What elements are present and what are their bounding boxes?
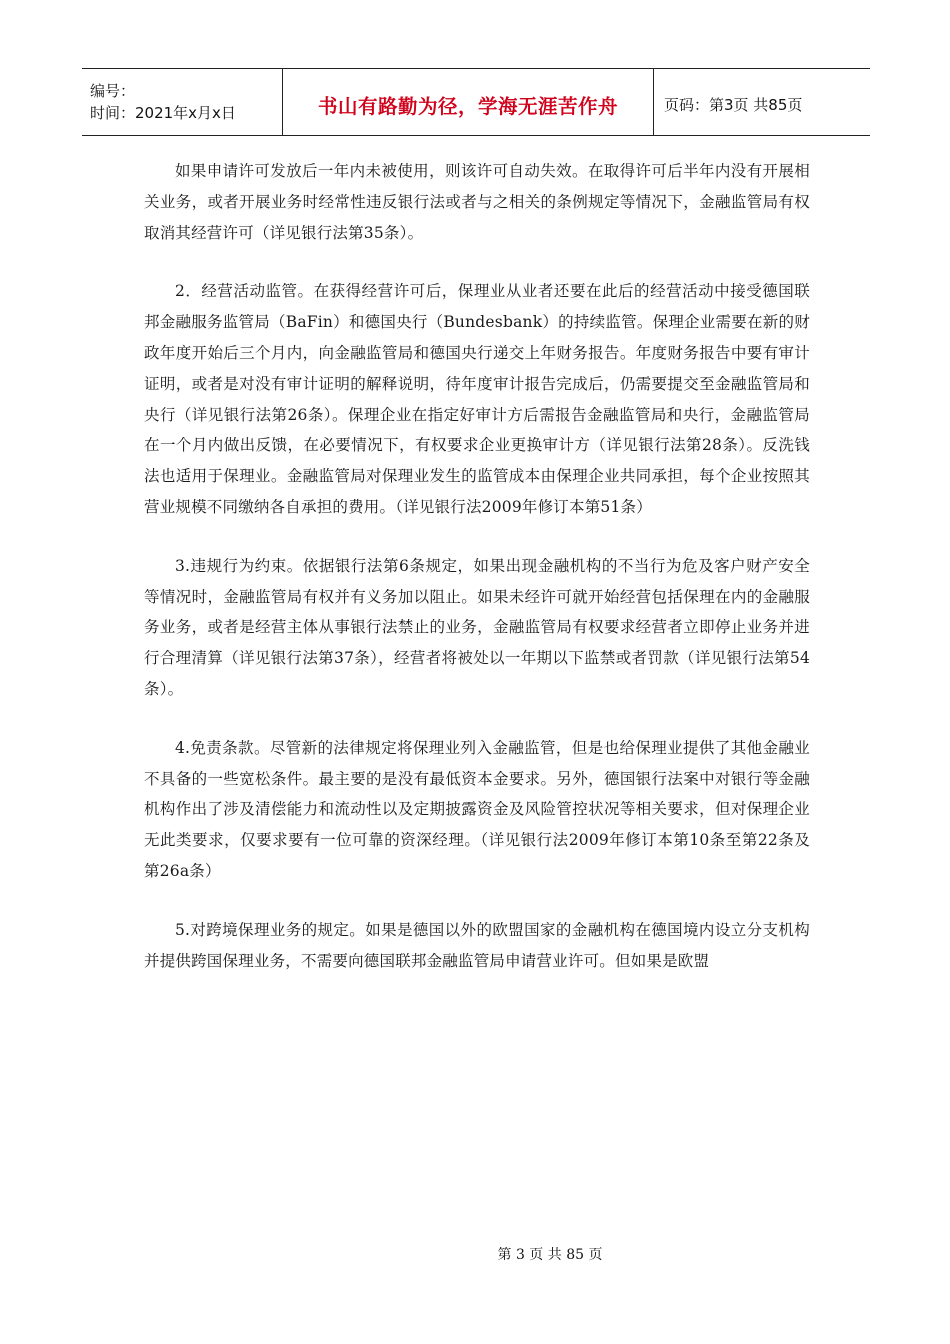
page-footer: 第 3 页 共 85 页 (497, 1247, 603, 1263)
paragraph: 2．经营活动监管。在获得经营许可后，保理业从业者还要在此后的经营活动中接受德国联邦金融服务监管局（BaFin）和德国央行（Bundesbank）的持续监管。保理企业需要在新的财政年度开始后三个月内，向金融监管局和德国央行递交上年财务报告。年度财务报告中要有审计证明，或者是对没有审计证明的解释说明，待年度审计报告完成后，仍需要提交至金融监管局和央行（详见银行法第26条）。保理企业在指定好审计方后需报告金融监管局和央行，金融监管局在一个月内做出反馈，在必要情况下，有权要求企业更换审计方（详见银行法第28条）。反洗钱法也适用于保理业。金融监管局对保理业发生的监管成本由保理企业共同承担，每个企业按照其营业规模不同缴纳各自承担的费用。（详见银行法2009年修订本第51条） (144, 282, 810, 516)
document-date: 时间：2021年x月x日 (90, 104, 236, 122)
header-motto: 书山有路勤为径，学海无涯苦作舟 (317, 95, 618, 118)
document-header (82, 68, 870, 136)
paragraph: 如果申请许可发放后一年内未被使用，则该许可自动失效。在取得许可后半年内没有开展相关业务，或者开展业务时经常性违反银行法或者与之相关的条例规定等情况下，金融监管局有权取消其经营许可（详见银行法第35条）。 (144, 162, 810, 242)
document-number-label: 编号： (90, 82, 136, 100)
header-page-info: 页码：第3页 共85页 (664, 95, 803, 114)
paragraph: 5.对跨境保理业务的规定。如果是德国以外的欧盟国家的金融机构在德国境内设立分支机构并提供跨国保理业务，不需要向德国联邦金融监管局申请营业许可。但如果是欧盟 (144, 920, 810, 970)
header-meta (82, 69, 282, 135)
paragraph: 4.免责条款。尽管新的法律规定将保理业列入金融监管，但是也给保理业提供了其他金融业不具备的一些宽松条件。最主要的是没有最低资本金要求。另外，德国银行法案中对银行等金融机构作出了涉及清偿能力和流动性以及定期披露资金及风险管控状况等相关要求，但对保理企业无此类要求，仅要求要有一位可靠的资深经理。（详见银行法2009年修订本第10条至第22条及第26a条） (144, 738, 810, 880)
header-page-info-cell (654, 69, 870, 135)
document-body (144, 156, 810, 1004)
paragraph: 3.违规行为约束。依据银行法第6条规定，如果出现金融机构的不当行为危及客户财产安全等情况时，金融监管局有权并有义务加以阻止。如果未经许可就开始经营包括保理在内的金融服务业务，或者是经营主体从事银行法禁止的业务，金融监管局有权要求经营者立即停止业务并进行合理清算（详见银行法第37条），经营者将被处以一年期以下监禁或者罚款（详见银行法第54条）。 (144, 556, 810, 698)
header-motto-cell (282, 69, 654, 135)
